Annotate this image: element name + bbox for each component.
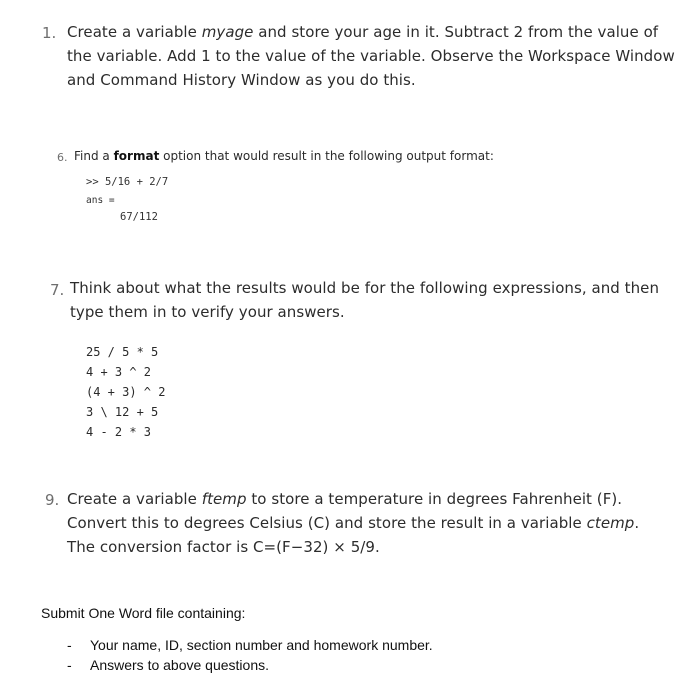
q1-line-2: the variable. Add 1 to the value of the variable. Observe the Workspace Window	[67, 47, 675, 65]
submit-bullet-1: -	[67, 637, 72, 653]
q7-expr-3: (4 + 3) ^ 2	[86, 385, 166, 399]
q6-result: 67/112	[120, 211, 158, 223]
q6-number: 6.	[57, 151, 68, 164]
q7-line-2: type them in to verify your answers.	[70, 303, 345, 321]
q7-expr-5: 4 - 2 * 3	[86, 425, 152, 439]
q1-var-myage: myage	[201, 23, 254, 41]
q9-text	[67, 487, 639, 559]
q9-line-1: Create a variable ftemp to store a temperature in degrees Fahrenheit (F).	[67, 490, 623, 508]
q9-line-3: The conversion factor is C=(F−32) × 5/9.	[67, 538, 380, 556]
submit-heading: Submit One Word file containing:	[41, 605, 246, 621]
submit-bullet-2: -	[67, 657, 72, 673]
q7-line-1: Think about what the results would be for the following expressions, and then	[70, 279, 659, 297]
q9-var-ftemp: ftemp	[201, 490, 247, 508]
q6-command: >> 5/16 + 2/7	[86, 176, 169, 188]
q6-ans-label: ans =	[86, 195, 115, 206]
q9-var-ctemp: ctemp	[586, 514, 635, 532]
q1-line-1: Create a variable myage and store your age in it. Subtract 2 from the value of	[67, 23, 659, 41]
q7-text	[70, 276, 659, 324]
q6-text: Find a format option that would result in the following output format:	[74, 149, 494, 163]
q1-line-3: and Command History Window as you do this.	[67, 71, 416, 89]
q9-line-2: Convert this to degrees Celsius (C) and store the result in a variable ctemp.	[67, 514, 640, 532]
submit-item-1: Your name, ID, section number and homework number.	[90, 637, 433, 653]
submit-item-2: Answers to above questions.	[90, 657, 269, 673]
q1-text	[67, 20, 675, 92]
q7-number: 7.	[50, 281, 65, 299]
q9-number: 9.	[45, 491, 60, 509]
q7-expr-2: 4 + 3 ^ 2	[86, 365, 152, 379]
q6-format-keyword: format	[113, 149, 160, 163]
q7-expr-1: 25 / 5 * 5	[86, 345, 159, 359]
q1-number: 1.	[42, 24, 57, 42]
q7-expr-4: 3 \ 12 + 5	[86, 405, 159, 419]
